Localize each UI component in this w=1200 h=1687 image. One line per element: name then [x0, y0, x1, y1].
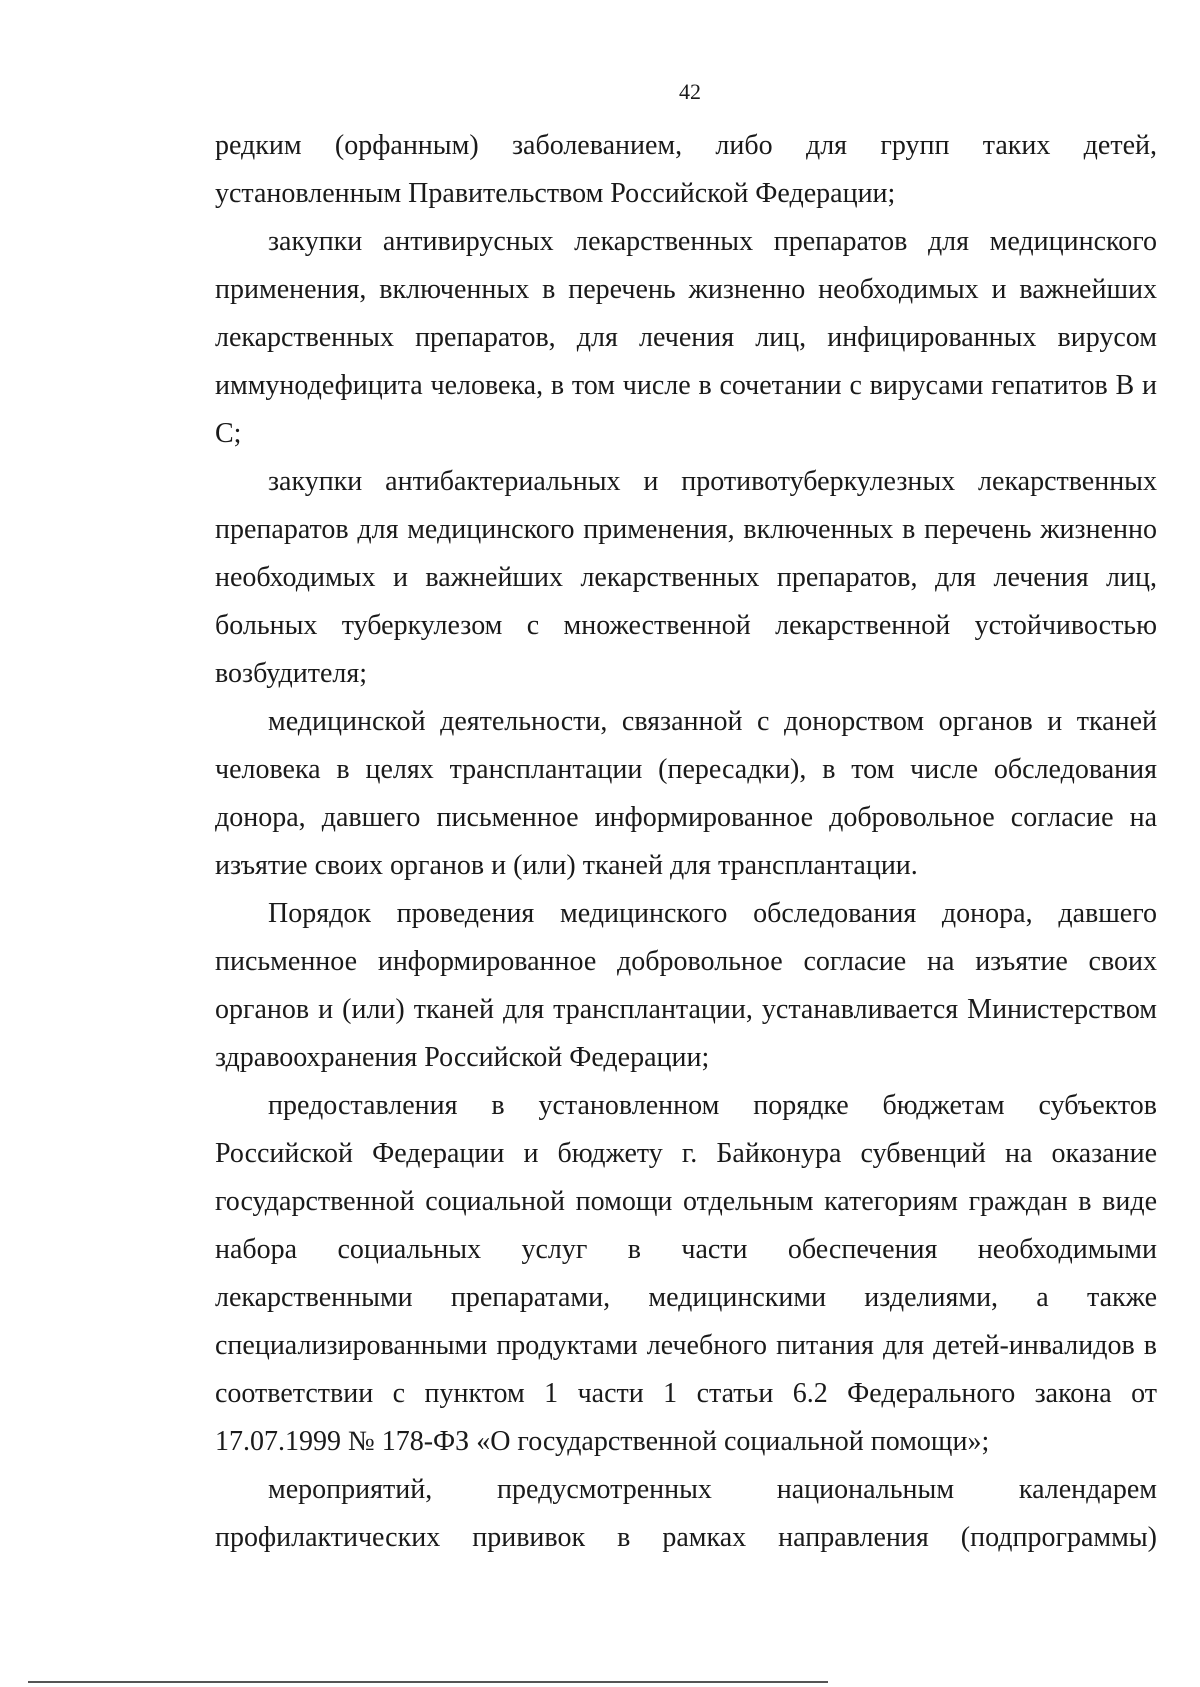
paragraph-vaccination-calendar: мероприятий, предусмотренных национальным календарем профилактических прививок в рамках направления (подпрограммы) [215, 1474, 1157, 1553]
paragraph-orphan-diseases: редким (орфанным) заболеванием, либо для групп таких детей, установленным Правительством Российской Федерации; [215, 130, 1157, 209]
document-body [215, 122, 1157, 1562]
paragraph-subventions: предоставления в установленном порядке бюджетам субъектов Российской Федерации и бюджету г. Байконура субвенций на оказание государственной социальной помощи отдельным категориям граждан в виде набора социальных услуг в части обеспечения необходимыми лекарственными препаратами, медицинскими изделиями, а также специализированными продуктами лечебного питания для детей-инвалидов в соответствии с пунктом 1 части 1 статьи 6.2 Федерального закона от 17.07.1999 № 178-ФЗ «О государственной социальной помощи»; [215, 1090, 1157, 1457]
scan-bottom-edge [28, 1681, 828, 1683]
page-number: 42 [679, 79, 701, 104]
paragraph-antiviral-purchases: закупки антивирусных лекарственных препаратов для медицинского применения, включенных в перечень жизненно необходимых и важнейших лекарственных препаратов, для лечения лиц, инфицированных вирусом иммунодефицита человека, в том числе в сочетании с вирусами гепатитов В и С; [215, 226, 1157, 449]
paragraph-donor-examination-procedure: Порядок проведения медицинского обследования донора, давшего письменное информированное добровольное согласие на изъятие своих органов и (или) тканей для трансплантации, устанавливается Министерством здравоохранения Российской Федерации; [215, 898, 1157, 1073]
paragraph-antibacterial-purchases: закупки антибактериальных и противотуберкулезных лекарственных препаратов для медицинского применения, включенных в перечень жизненно необходимых и важнейших лекарственных препаратов, для лечения лиц, больных туберкулезом с множественной лекарственной устойчивостью возбудителя; [215, 466, 1157, 689]
paragraph-organ-donation: медицинской деятельности, связанной с донорством органов и тканей человека в целях трансплантации (пересадки), в том числе обследования донора, давшего письменное информированное добровольное согласие на изъятие своих органов и (или) тканей для трансплантации. [215, 706, 1157, 881]
